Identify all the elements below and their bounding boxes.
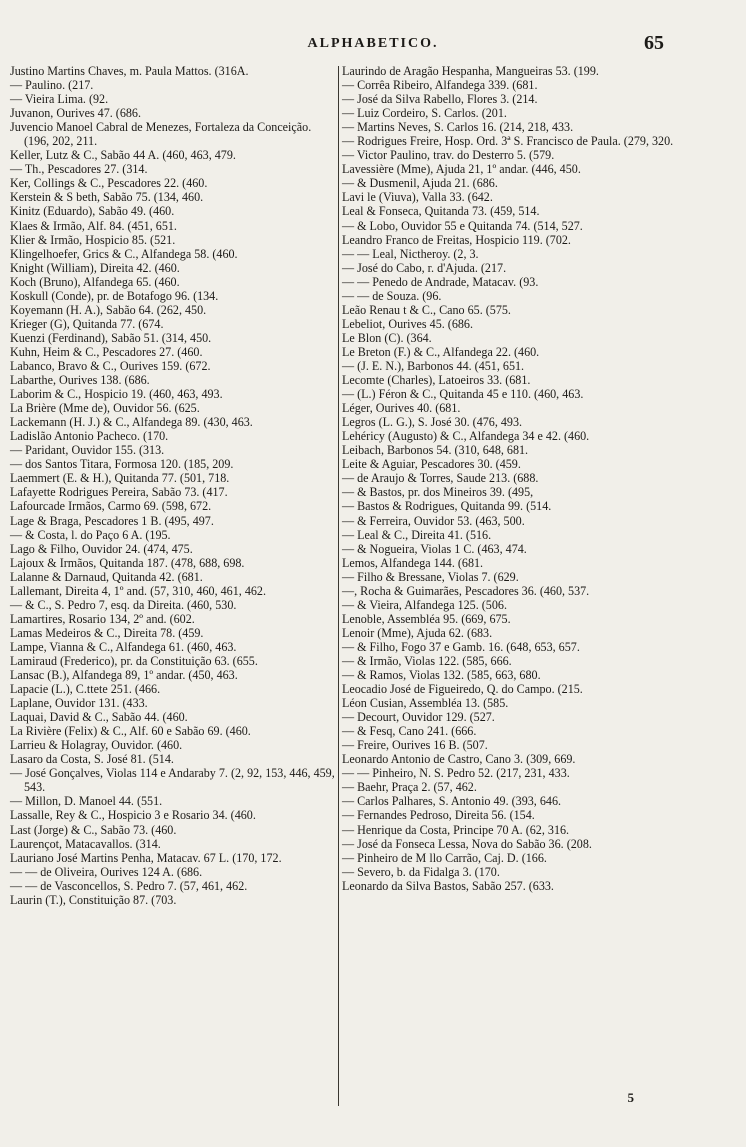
directory-entry: Kuenzi (Ferdinand), Sabão 51. (314, 450. <box>10 330 212 345</box>
directory-entry: Knight (William), Direita 42. (460. <box>10 260 180 275</box>
directory-entry: Lavi le (Viuva), Valla 33. (642. <box>342 190 493 205</box>
directory-entry: Kinitz (Eduardo), Sabão 49. (460. <box>10 204 175 219</box>
directory-entry: — & Lobo, Ouvidor 55 e Quitanda 74. (514, 527. <box>342 218 583 233</box>
directory-entry: Lapacie (L.), C.ttete 251. (466. <box>10 682 161 697</box>
directory-entry: Ker, Collings & C., Pescadores 22. (460. <box>10 176 208 191</box>
directory-entry: — & Ferreira, Ouvidor 53. (463, 500. <box>342 513 525 528</box>
directory-entry: — Martins Neves, S. Carlos 16. (214, 218, 433. <box>342 120 574 135</box>
directory-entry: — (L.) Féron & C., Quitanda 45 e 110. (460, 463. <box>342 387 584 402</box>
directory-entry: Laplane, Ouvidor 131. (433. <box>10 696 148 711</box>
directory-entry: — Luiz Cordeiro, S. Carlos. (201. <box>342 106 507 121</box>
directory-entry: Lalanne & Darnaud, Quitanda 42. (681. <box>10 569 203 584</box>
directory-entry: Leonardo da Silva Bastos, Sabão 257. (633. <box>342 878 554 893</box>
directory-entry: — de Araujo & Torres, Saude 213. (688. <box>342 471 539 486</box>
directory-entry: Klingelhoefer, Grics & C., Alfandega 58. (460. <box>10 246 238 261</box>
directory-entry: Juvencio Manoel Cabral de Menezes, Fortaleza da Conceição. (196, 202, 211. <box>10 120 312 149</box>
directory-entry: — Leal & C., Direita 41. (516. <box>342 527 492 542</box>
directory-entry: — Severo, b. da Fidalga 3. (170. <box>342 864 500 879</box>
directory-entry: — — Pinheiro, N. S. Pedro 52. (217, 231, 433. <box>342 766 570 781</box>
directory-entry: — — de Souza. (96. <box>342 288 442 303</box>
directory-entry: — Bastos & Rodrigues, Quitanda 99. (514. <box>342 499 552 514</box>
directory-entry: — & Bastos, pr. dos Mineiros 39. (495, <box>342 485 534 500</box>
directory-entry: Juvanon, Ourives 47. (686. <box>10 106 141 121</box>
directory-entry: Lage & Braga, Pescadores 1 B. (495, 497. <box>10 513 214 528</box>
directory-entry: Leonardo Antonio de Castro, Cano 3. (309, 669. <box>342 752 576 767</box>
directory-entry: Klaes & Irmão, Alf. 84. (451, 651. <box>10 218 177 233</box>
directory-entry: Laurin (T.), Constituição 87. (703. <box>10 892 177 907</box>
directory-entry: La Rivière (Felix) & C., Alf. 60 e Sabão 69. (460. <box>10 724 251 739</box>
directory-entry: Lackemann (H. J.) & C., Alfandega 89. (430, 463. <box>10 415 253 430</box>
directory-entry: Lavessière (Mme), Ajuda 21, 1º andar. (446, 450. <box>342 162 581 177</box>
directory-entry: — dos Santos Titara, Formosa 120. (185, 209. <box>10 457 234 472</box>
directory-entry: Labarthe, Ourives 138. (686. <box>10 373 150 388</box>
directory-entry: Leandro Franco de Freitas, Hospicio 119. (702. <box>342 232 571 247</box>
directory-entry: — — de Vasconcellos, S. Pedro 7. (57, 461, 462. <box>10 878 248 893</box>
directory-entry: Leocadio José de Figueiredo, Q. do Campo. (215. <box>342 682 583 697</box>
directory-entry: — Victor Paulino, trav. do Desterro 5. (579. <box>342 148 555 163</box>
directory-entry: — Pinheiro de M llo Carrão, Caj. D. (166. <box>342 850 547 865</box>
directory-entry: Ladislão Antonio Pacheco. (170. <box>10 429 169 444</box>
column-divider <box>338 66 339 1106</box>
directory-entry: — Rodrigues Freire, Hosp. Ord. 3ª S. Francisco de Paula. (279, 320. <box>342 134 674 149</box>
directory-entry: — & C., S. Pedro 7, esq. da Direita. (460, 530. <box>10 597 237 612</box>
directory-entry: Koyemann (H. A.), Sabão 64. (262, 450. <box>10 302 207 317</box>
directory-entry: — & Costa, l. do Paço 6 A. (195. <box>10 527 171 542</box>
directory-entry: — Baehr, Praça 2. (57, 462. <box>342 780 477 795</box>
directory-entry: Léger, Ourives 40. (681. <box>342 401 461 416</box>
directory-entry: Lamas Medeiros & C., Direita 78. (459. <box>10 625 204 640</box>
directory-entry: Labanco, Bravo & C., Ourives 159. (672. <box>10 358 211 373</box>
directory-entry: —, Rocha & Guimarães, Pescadores 36. (460, 537. <box>342 583 590 598</box>
directory-entry: Lenoble, Assembléa 95. (669, 675. <box>342 611 511 626</box>
directory-entry: Lafayette Rodrigues Pereira, Sabão 73. (417. <box>10 485 228 500</box>
directory-entry: Laquai, David & C., Sabão 44. (460. <box>10 710 188 725</box>
directory-entry: — & Fesq, Cano 241. (666. <box>342 724 477 739</box>
directory-entry: — José Gonçalves, Violas 114 e Andaraby 7. (2, 92, 153, 446, 459, 543. <box>10 766 335 795</box>
page-number: 65 <box>644 32 664 54</box>
directory-entry: Legros (L. G.), S. José 30. (476, 493. <box>342 415 523 430</box>
directory-entry: Lamartires, Rosario 134, 2º and. (602. <box>10 611 195 626</box>
directory-entry: — — Penedo de Andrade, Matacav. (93. <box>342 274 539 289</box>
directory-entry: Lebeliot, Ourives 45. (686. <box>342 316 473 331</box>
right-column <box>342 64 676 893</box>
directory-entry: — José da Silva Rabello, Flores 3. (214. <box>342 92 538 107</box>
directory-entry: Klier & Irmão, Hospicio 85. (521. <box>10 232 176 247</box>
directory-entry: Laurindo de Aragão Hespanha, Mangueiras 53. (199. <box>342 64 599 78</box>
directory-entry: Leibach, Barbonos 54. (310, 648, 681. <box>342 443 529 458</box>
directory-entry: Koch (Bruno), Alfandega 65. (460. <box>10 274 180 289</box>
directory-entry: — Vieira Lima. (92. <box>10 92 109 107</box>
directory-entry: Lafourcade Irmãos, Carmo 69. (598, 672. <box>10 499 212 514</box>
directory-entry: — Fernandes Pedroso, Direita 56. (154. <box>342 808 535 823</box>
directory-entry: — José da Fonseca Lessa, Nova do Sabão 36. (208. <box>342 836 592 851</box>
directory-entry: — Henrique da Costa, Principe 70 A. (62, 316. <box>342 822 570 837</box>
directory-entry: — & Irmão, Violas 122. (585, 666. <box>342 653 512 668</box>
directory-entry: — & Nogueira, Violas 1 C. (463, 474. <box>342 541 527 556</box>
directory-entry: Lemos, Alfandega 144. (681. <box>342 555 484 570</box>
directory-entry: Le Breton (F.) & C., Alfandega 22. (460. <box>342 344 540 359</box>
directory-entry: Keller, Lutz & C., Sabão 44 A. (460, 463, 479. <box>10 148 236 163</box>
directory-entry: — Corrêa Ribeiro, Alfandega 339. (681. <box>342 78 538 93</box>
directory-entry: Leal & Fonseca, Quitanda 73. (459, 514. <box>342 204 540 219</box>
signature-mark: 5 <box>627 1090 634 1105</box>
directory-entry: Krieger (G), Quitanda 77. (674. <box>10 316 164 331</box>
directory-entry: Lago & Filho, Ouvidor 24. (474, 475. <box>10 541 193 556</box>
directory-entry: Laemmert (E. & H.), Quitanda 77. (501, 718. <box>10 471 230 486</box>
directory-entry: — Decourt, Ouvidor 129. (527. <box>342 710 495 725</box>
directory-entry: Lenoir (Mme), Ajuda 62. (683. <box>342 625 493 640</box>
directory-entry: Koskull (Conde), pr. de Botafogo 96. (134. <box>10 288 219 303</box>
directory-entry: Kuhn, Heim & C., Pescadores 27. (460. <box>10 344 203 359</box>
left-column <box>10 64 338 907</box>
directory-entry: Lansac (B.), Alfandega 89, 1º andar. (450, 463. <box>10 668 238 683</box>
directory-entry: Lallemant, Direita 4, 1º and. (57, 310, 460, 461, 462. <box>10 583 266 598</box>
directory-entry: — — Leal, Nictheroy. (2, 3. <box>342 246 479 261</box>
directory-entry: Last (Jorge) & C., Sabão 73. (460. <box>10 822 177 837</box>
directory-entry: — José do Cabo, r. d'Ajuda. (217. <box>342 260 507 275</box>
directory-entry: — Carlos Palhares, S. Antonio 49. (393, 646. <box>342 794 562 809</box>
directory-entry: Laborim & C., Hospicio 19. (460, 463, 493. <box>10 387 223 402</box>
directory-entry: — & Dusmenil, Ajuda 21. (686. <box>342 176 498 191</box>
directory-entry: Lecomte (Charles), Latoeiros 33. (681. <box>342 373 531 388</box>
directory-entry: — Filho & Bressane, Violas 7. (629. <box>342 569 519 584</box>
directory-entry: Lasaro da Costa, S. José 81. (514. <box>10 752 174 767</box>
directory-entry: Laurençot, Matacavallos. (314. <box>10 836 161 851</box>
directory-entry: Kerstein & S beth, Sabão 75. (134, 460. <box>10 190 204 205</box>
directory-entry: — — de Oliveira, Ourives 124 A. (686. <box>10 864 203 879</box>
directory-entry: Le Blon (C). (364. <box>342 330 432 345</box>
directory-entry: Lamiraud (Frederico), pr. da Constituição 63. (655. <box>10 653 258 668</box>
directory-entry: Lehéricy (Augusto) & C., Alfandega 34 e 42. (460. <box>342 429 590 444</box>
page-header <box>0 30 746 60</box>
directory-entry: La Brière (Mme de), Ouvidor 56. (625. <box>10 401 200 416</box>
directory-entry: Léon Cusian, Assembléa 13. (585. <box>342 696 509 711</box>
directory-entry: Larrieu & Holagray, Ouvidor. (460. <box>10 738 183 753</box>
directory-entry: — Paridant, Ouvidor 155. (313. <box>10 443 165 458</box>
running-title: ALPHABETICO. <box>307 36 439 51</box>
directory-entry: — Millon, D. Manoel 44. (551. <box>10 794 163 809</box>
directory-entry: Leite & Aguiar, Pescadores 30. (459. <box>342 457 521 472</box>
directory-entry: — & Filho, Fogo 37 e Gamb. 16. (648, 653, 657. <box>342 639 580 654</box>
directory-entry: — Freire, Ourives 16 B. (507. <box>342 738 488 753</box>
directory-entry: — Th., Pescadores 27. (314. <box>10 162 148 177</box>
directory-entry: — (J. E. N.), Barbonos 44. (451, 651. <box>342 358 525 373</box>
directory-entry: Lauriano José Martins Penha, Matacav. 67 L. (170, 172. <box>10 850 282 865</box>
directory-entry: Lampe, Vianna & C., Alfandega 61. (460, 463. <box>10 639 237 654</box>
directory-entry: Lassalle, Rey & C., Hospicio 3 e Rosario 34. (460. <box>10 808 256 823</box>
directory-entry: Leão Renau t & C., Cano 65. (575. <box>342 302 511 317</box>
directory-entry: — Paulino. (217. <box>10 78 94 93</box>
directory-entry: — & Vieira, Alfandega 125. (506. <box>342 597 507 612</box>
directory-entry: — & Ramos, Violas 132. (585, 663, 680. <box>342 668 541 683</box>
directory-entry: Justino Martins Chaves, m. Paula Mattos. (316A. <box>10 64 249 78</box>
directory-entry: Lajoux & Irmãos, Quitanda 187. (478, 688, 698. <box>10 555 245 570</box>
